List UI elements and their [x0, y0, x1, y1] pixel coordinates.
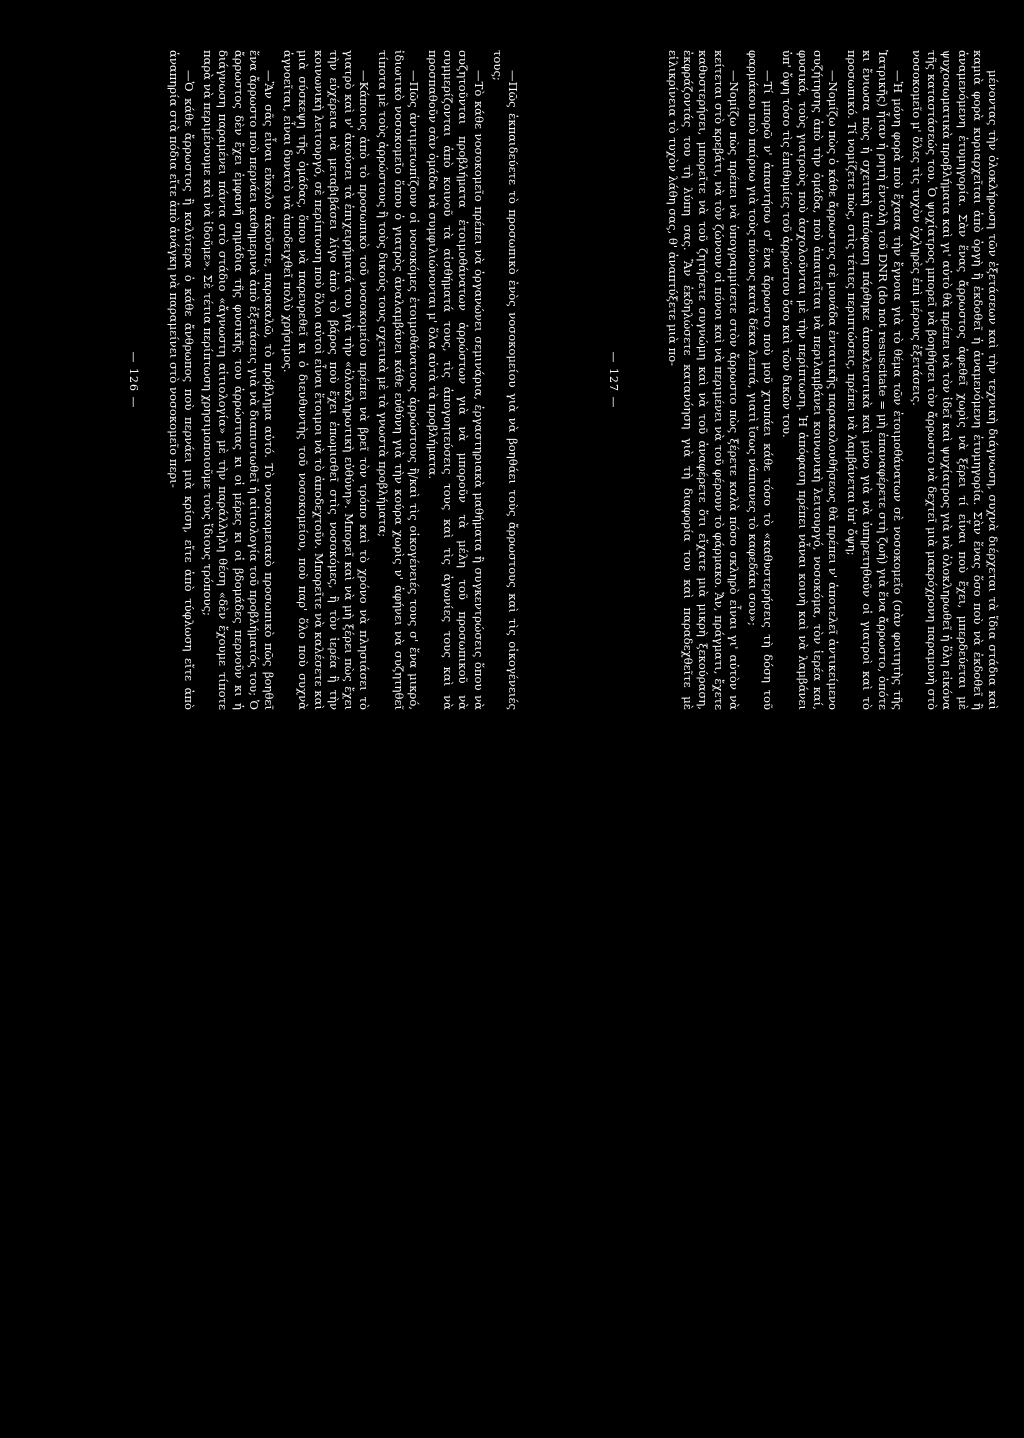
paragraph: —Νομίζω πὼς πρέπει νὰ ὑπογραμμίσετε στὸν ἄρρωστο πὼς ξέρετε καλὰ πόσο σκληρὸ εἶναι γι' αὐτὸν νὰ κείτεται στὸ κρεβάτι, νὰ τὸν ζώνουν οἱ πόνοι καὶ νὰ περιμένει νὰ τοῦ φέρουν τὸ φάρμακο. Ἄν, πράγματι, ἔχετε καθυστερήσει, μπορεῖτε νὰ τοῦ ζητήσετε συγνώμη καὶ νὰ τοῦ ἀναφέρετε ὅτι εἴχατε μιὰ μικρὴ ξεκούραση, ἐκφράζοντάς του τὴ λύπη σας. Ἂν ἐκδηλώσετε κατανόηση γιὰ τὴ διαφορία του καὶ παραδεχθεῖτε μὲ εἰλικρίνεια τὸ τυχὸν λάθη σας, θ' ἀναπτύξετε μιὰ πο- [665, 50, 741, 710]
paragraph: —Τὸ κάθε νοσοκομεῖο πρέπει νὰ ὀργανώνει σεμινάρια, ἐργαστηριακὰ μαθήματα ἢ συγκεντρώσεις ὅπου νὰ συζητοῦνται προβλήματα ἑτοιμοθάνατων ἀρρώστων γιὰ νὰ μποροῦν τὰ μέλη τοῦ προσωπικοῦ νὰ συμμερίζονται ἀπὸ κοινοῦ τὰ αἰσθήματά τους, τὶς ἀπογοητεύσεις τους καὶ τὶς ἀγωνίες τους καὶ νὰ προσπαθοῦν σὰν ὁμάδα νὰ συμφιλιώνονται μ' ὅλα αὐτὰ τὰ προβλήματα. [425, 50, 486, 710]
page-126 [120, 50, 520, 710]
paragraph: —Ὁ κάθε ἄρρωστος ἢ καλύτερα ὁ κάθε ἄνθρωπος ποὺ περνάει μιὰ κρίση, εἴτε ἀπὸ τύφλωση εἴτε ἀπὸ ἀναπηρία στὰ πόδια εἴτε ἀπὸ ἀνάγκη νὰ παραμείνει στὸ νοσοκομεῖο περι- [166, 50, 196, 710]
paragraph: —Κάποιος ἀπὸ τὸ προσωπικὸ τοῦ νοσοκομείου πρέπει νὰ βρεῖ τὸν τρόπο καὶ τὸ χρόνο νὰ πλησιάσει τὸ γιατρὸ καὶ ν' ἀκούσει τὰ ἐπιχειρήματά του γιὰ τὴν «ὁλοκληρωτικὴ εὐθύνη». Μπορεῖ καὶ νὰ μὴ ξέρει πὼς ἔχει τὴν εὐχέρεια νὰ μεταβιβάσει λίγο ἀπὸ τὸ βάρος ποὺ ἔχει ἐπωμισθεῖ στὶς νοσοκόμες, ἢ τὸν ἱερέα ἢ τὴν κοινωνικὴ λειτουργό, σὲ περίπτωση ποὺ ὅλοι αὐτοὶ εἶναι ἕτοιμοι νὰ τὸ ἀποδεχτοῦν. Μπορεῖτε νὰ καλέσετε καὶ μιὰ σύσκεψη τῆς ὁμάδας, ὅπου νὰ παρευρεθεῖ κι ὁ διευθυντὴς τοῦ νοσοκομείου, ποὺ παρ' ὅλο ποὺ συχνὰ ἀγνοεῖται, εἶναι δυνατὸ νὰ ἀποδειχθεῖ πολὺ χρήσιμος. [281, 50, 372, 710]
page-body [630, 50, 1000, 710]
paragraph: μένοντας τὴν ὁλοκλήρωση τῶν ἐξετάσεων καὶ τὴν τεχνικὴ διάγνωση, συχνὰ διέρχεται τὰ ἴδια στάδια καὶ καμιὰ φορὰ κυριαρχεῖται ἀπὸ ὀργὴ ἢ ἐκδοθεῖ ἡ ἀναμενόμενη ἐτυμηγορία. Σὰν ἕνας ὅσο ποὺ νὰ ἐκδοθεῖ ἢ ἀναμενόμενη ἐτυμηγορία. Σὰν ἕνας ἄρρωστος ἀφεθεῖ χωρὶς νὰ ξέρει τί εἶναι ποὺ ἔχει, μπερδεύεται μὲ ψυχοσωματικὰ προβλήματα καὶ γι' αὐτὸ θὰ πρέπει νὰ τὸν ἰδεῖ καὶ ψυχίατρος γιὰ νὰ ὁλοκληρωθεῖ ἡ ὅλη εἰκόνα τῆς καταστάσεώς του. Ὁ ψυχίατρος μπορεῖ νὰ βοηθήσει τὸν ἄρρωστο νὰ δεχτεῖ μιὰ μακρόχρονη παραμονὴ στὸ νοσοκομεῖο μ' ὅλες τὶς τυχὸν ὀχληρὲς ἐπὶ μέρους ἐξετάσεις. [909, 50, 1000, 710]
page-number: — 126 — [127, 351, 140, 409]
paragraph: —Τί μπορῶ ν' ἀπαντήσω σ' ἕνα ἄρρωστο ποὺ μοῦ χτυπάει κάθε τόσο τὸ «καθυστερήσεις τὴ δόση τοῦ φαρμάκου ποὺ παίρνω γιὰ τοὺς πόνους κατὰ δέκα λεπτά, γιατὶ ἴσως νάπιανες τὸ καφεδάκι σου»; [745, 50, 776, 710]
paragraph: —Πῶς ἀντιμετωπίζουν οἱ νοσοκόμες ἑτοιμοθάνατους ἀρρώστους ἢ/καὶ τὶς οἰκογένειές τους σ' ἕνα μικρό, ἰδιωτικὸ νοσοκομεῖο ὅπου ὁ γιατρὸς ἀναλαμβάνει κάθε εὐθύνη γιὰ τὴν κούρα χωρὶς ν' ἀφήνει νὰ συζητηθεῖ τίποτα μὲ τοὺς ἀρρώστους ἢ τοὺς δικούς τους σχετικὰ μὲ τὰ γνωστὰ προβλήματα; [376, 50, 421, 710]
page-body [150, 50, 520, 710]
paragraph: —Νομίζω πὼς ὁ κάθε ἄρρωστος σὲ μονάδα ἐντατικῆς παρακολουθήσεως θὰ πρέπει ν' ἀποτελεῖ ἀντικείμενο συζήτησης ἀπὸ τὴν ὁμάδα, ποὺ ἀπαιτεῖται νὰ περιλαμβάνει κοινωνικὴ λειτουργό, νοσοκόμα, τὸν ἱερέα καί, φυσικά, τοὺς γιατροὺς ποὺ ἀσχολοῦνται μὲ τὴν περίπτωση. Ἡ ἀπόφαση πρέπει νἆναι κοινὴ καὶ νὰ λαμβάνει ὑπ' ὄψη τόσο τὶς ἐπιθυμίες τοῦ ἀρρώστου ὅσο καὶ τῶν δικῶν του. [780, 50, 840, 710]
paragraph: —Ἡ μόνη φορὰ ποὺ ἔχασα τὴν ἔγνοια γιὰ τὸ θέμα τῶν ἑτοιμοθάνατων σὲ νοσοκομεῖο (σὰν φοιτητὴς τῆς Ἰατρικῆς) ἦταν ἡ ρητὴ ἐντολὴ τοῦ DNR (do not resuscitate = μὴ ἐπαναφέρετε στὴ ζωή) γιὰ ἕνα ἄρρωστο, ὁπότε κι ἔνιωσα πὼς ἡ σχετικὴ ἀπόφαση πάρθηκε ἀποκλειστικὰ καὶ μόνο γιὰ νὰ ὑπηρετηθοῦν οἱ γιατροὶ καὶ τὸ προσωπικό. Τί νομίζετε πὼς, στὶς τέτιες περιπτώσεις, πρέπει νὰ λαμβάνεται ὑπ' ὄψη; [845, 50, 905, 710]
page-127 [600, 50, 1000, 710]
paragraph: —Ἂν σᾶς εἶναι εὔκολο ἀκοῦστε, παρακαλῶ, τὸ πρόβλημα αὐτό. Τὸ νοσοκομειακὸ προσωπικὸ πῶς βοηθεῖ ἕνα ἄρρωστο ποὺ περνάει καθημερινὰ ἀπὸ ἐξετάσεις γιὰ νὰ διαπιστωθεῖ ἡ αἰτιολογία τοῦ προβλήματός του; Ὁ ἄρρωστος δὲν ἔχει ἐμφανῆ σημάδια τῆς φυσικῆς του ἀρρώστιας κι οἱ μέρες κι οἱ βδομάδες περνοῦν κι ἡ διάγνωση παραμένει πάντα στὸ στάδιο «ἄγνωστη αἰτιολογία» μὲ τὴν παράλληλη θέση «δὲν ἔχουμε τίποτε παρὰ νὰ περιμένουμε καὶ νὰ ἰδοῦμε». Σὲ τέτια περίπτωση χρησιμοποιοῦμε τοὺς ἴδιους τρόπους; [201, 50, 276, 710]
paragraph: —Πῶς ἐκπαιδεύετε τὸ προσωπικὸ ἑνὸς νοσοκομείου γιὰ νὰ βοηθάει τοὺς ἄρρωστους καὶ τὶς οἰκογένειές τους; [490, 50, 520, 710]
page-number: — 127 — [607, 351, 620, 409]
